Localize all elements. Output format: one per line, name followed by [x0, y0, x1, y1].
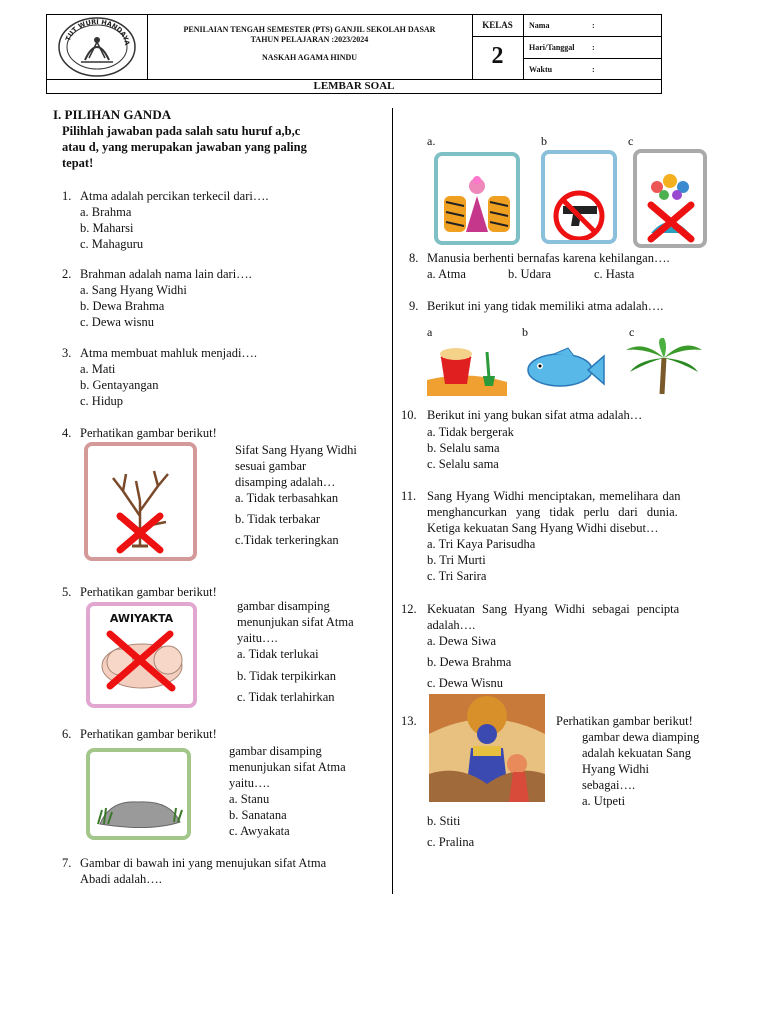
exam-year: TAHUN PELAJARAN :2023/2024 — [250, 35, 369, 44]
q11-option[interactable]: b. Tri Murti — [427, 553, 486, 567]
q13-number: 13. — [401, 714, 417, 728]
baby-icon — [90, 626, 193, 704]
q11-number: 11. — [401, 489, 417, 503]
q6-text: Perhatikan gambar berikut! — [80, 727, 217, 741]
q4-option[interactable]: c.Tidak terkeringkan — [235, 533, 339, 547]
q4-option[interactable]: b. Tidak terbakar — [235, 512, 321, 526]
q9-letter: c — [629, 325, 635, 339]
q11-text: Sang Hyang Widhi menciptakan, memelihara dan — [427, 489, 681, 503]
q7-letter: a. — [427, 134, 436, 148]
instruction-line: Pilihlah jawaban pada salah satu huruf a,b,c — [62, 124, 301, 138]
section-title: I. PILIHAN GANDA — [53, 107, 172, 122]
q6-option[interactable]: b. Sanatana — [229, 808, 287, 822]
q5-option[interactable]: a. Tidak terlukai — [237, 647, 319, 661]
q9-number: 9. — [409, 299, 419, 313]
deity-icon — [438, 156, 516, 241]
exam-header — [46, 14, 662, 80]
q12-option[interactable]: a. Dewa Siwa — [427, 634, 497, 648]
tut-wuri-logo — [55, 16, 139, 78]
q8-option[interactable]: b. Udara — [508, 267, 552, 281]
q13-option[interactable]: a. Utpeti — [582, 794, 626, 808]
q6-side-text: menunjukan sifat Atma — [229, 760, 346, 774]
q2-number: 2. — [62, 267, 72, 281]
q5-option[interactable]: c. Tidak terlahirkan — [237, 690, 335, 704]
q13-side-text: sebagai…. — [582, 778, 636, 792]
waktu-colon: : — [592, 65, 595, 74]
exam-title: PENILAIAN TENGAH SEMESTER (PTS) GANJIL SEKOLAH DASAR — [183, 25, 436, 34]
exam-subject: NASKAH AGAMA HINDU — [261, 53, 358, 62]
q1-text: Atma adalah percikan terkecil dari…. — [80, 189, 269, 203]
instruction-line: atau d, yang merupakan jawaban yang paling — [62, 140, 307, 154]
q5-side-text: yaitu…. — [237, 631, 278, 645]
q4-image-frame — [84, 442, 197, 561]
q7-number: 7. — [62, 856, 72, 870]
q5-number: 5. — [62, 585, 72, 599]
q1-option[interactable]: b. Maharsi — [80, 221, 134, 235]
q5-text: Perhatikan gambar berikut! — [80, 585, 217, 599]
q5-side-text: menunjukan sifat Atma — [237, 615, 354, 629]
q13-side-text: adalah kekuatan Sang — [582, 746, 691, 760]
q4-text: Perhatikan gambar berikut! — [80, 426, 217, 440]
q10-option[interactable]: b. Selalu sama — [427, 441, 500, 455]
q8-number: 8. — [409, 251, 419, 265]
q4-number: 4. — [62, 426, 72, 440]
q7-letter: c — [628, 134, 634, 148]
nama-colon: : — [592, 21, 595, 30]
q4-side-text: sesuai gambar — [235, 459, 307, 473]
q7-image-a[interactable] — [434, 152, 520, 245]
vishnu-image — [429, 694, 545, 802]
q13-side-text: Hyang Widhi — [582, 762, 649, 776]
header-row-line — [472, 36, 523, 37]
q6-option[interactable]: c. Awyakata — [229, 824, 290, 838]
nama-label: Nama — [529, 21, 550, 30]
sand-bucket-icon[interactable] — [427, 340, 507, 396]
q3-option[interactable]: c. Hidup — [80, 394, 124, 408]
dead-tree-icon — [88, 446, 193, 557]
q3-option[interactable]: a. Mati — [80, 362, 116, 376]
q6-option[interactable]: a. Stanu — [229, 792, 270, 806]
q13-option[interactable]: b. Stiti — [427, 814, 461, 828]
header-row-line — [523, 36, 661, 37]
fish-icon[interactable] — [524, 344, 606, 392]
instruction-line: tepat! — [62, 156, 94, 170]
q12-option[interactable]: c. Dewa Wisnu — [427, 676, 503, 690]
q10-option[interactable]: c. Selalu sama — [427, 457, 499, 471]
q12-text: adalah…. — [427, 618, 476, 632]
q8-option[interactable]: a. Atma — [427, 267, 466, 281]
banana-tree-icon[interactable] — [624, 336, 704, 394]
q8-option[interactable]: c. Hasta — [594, 267, 635, 281]
q1-option[interactable]: c. Mahaguru — [80, 237, 144, 251]
q4-side-text: disamping adalah… — [235, 475, 336, 489]
q2-option[interactable]: b. Dewa Brahma — [80, 299, 165, 313]
q13-option[interactable]: c. Pralina — [427, 835, 475, 849]
q6-number: 6. — [62, 727, 72, 741]
q2-text: Brahman adalah nama lain dari…. — [80, 267, 252, 281]
q4-option[interactable]: a. Tidak terbasahkan — [235, 491, 339, 505]
q3-number: 3. — [62, 346, 72, 360]
q5-side-text: gambar disamping — [237, 599, 330, 613]
q11-option[interactable]: a. Tri Kaya Parisudha — [427, 537, 536, 551]
q12-text: Kekuatan Sang Hyang Widhi sebagai pencipta — [427, 602, 680, 616]
q12-number: 12. — [401, 602, 417, 616]
q9-letter: b — [522, 325, 528, 339]
q5-image-label: AWIYAKTA — [109, 612, 174, 625]
q1-option[interactable]: a. Brahma — [80, 205, 132, 219]
q12-option[interactable]: b. Dewa Brahma — [427, 655, 512, 669]
lembar-soal: LEMBAR SOAL — [46, 79, 662, 94]
svg-text:TUT WURI HANDAYANI: TUT WURI HANDAYA — [63, 17, 132, 46]
q10-number: 10. — [401, 408, 417, 422]
q5-option[interactable]: b. Tidak terpikirkan — [237, 669, 336, 683]
q4-side-text: Sifat Sang Hyang Widhi — [235, 443, 357, 457]
kelas-value: 2 — [491, 43, 504, 69]
stone-icon — [90, 752, 187, 836]
q2-option[interactable]: a. Sang Hyang Widhi — [80, 283, 187, 297]
q7-letter: b — [541, 134, 547, 148]
waktu-label: Waktu — [529, 65, 553, 74]
q8-text: Manusia berhenti bernafas karena kehilangan…. — [427, 251, 670, 265]
kelas-label: KELAS — [482, 20, 513, 30]
no-gun-icon — [545, 154, 613, 240]
q11-text: menghancurkan yang tidak perlu dari dunia. — [427, 505, 678, 519]
gears-icon — [637, 153, 703, 244]
q1-number: 1. — [62, 189, 72, 203]
q11-option[interactable]: c. Tri Sarira — [427, 569, 487, 583]
column-divider — [392, 108, 393, 894]
q13-side-text: gambar dewa diamping — [582, 730, 700, 744]
hari-colon: : — [592, 43, 595, 52]
q6-image-frame — [86, 748, 191, 840]
q9-letter: a — [427, 325, 433, 339]
header-divider — [523, 15, 524, 79]
q7-image-b[interactable] — [541, 150, 617, 244]
q9-text: Berikut ini yang tidak memiliki atma adalah…. — [427, 299, 664, 313]
q3-option[interactable]: b. Gentayangan — [80, 378, 159, 392]
q6-side-text: yaitu…. — [229, 776, 270, 790]
q10-text: Berikut ini yang bukan sifat atma adalah… — [427, 408, 643, 422]
q7-text: Gambar di bawah ini yang menujukan sifat Atma — [80, 856, 327, 870]
q11-text: Ketiga kekuatan Sang Hyang Widhi disebut… — [427, 521, 659, 535]
q13-side-text: Perhatikan gambar berikut! — [556, 714, 693, 728]
q5-image-frame — [86, 602, 197, 708]
q7-image-c[interactable] — [633, 149, 707, 248]
header-row-line — [523, 58, 661, 59]
q6-side-text: gambar disamping — [229, 744, 322, 758]
hari-label: Hari/Tanggal — [529, 43, 575, 52]
q10-option[interactable]: a. Tidak bergerak — [427, 425, 514, 439]
q2-option[interactable]: c. Dewa wisnu — [80, 315, 154, 329]
q7-text: Abadi adalah…. — [80, 872, 162, 886]
q3-text: Atma membuat mahluk menjadi…. — [80, 346, 258, 360]
